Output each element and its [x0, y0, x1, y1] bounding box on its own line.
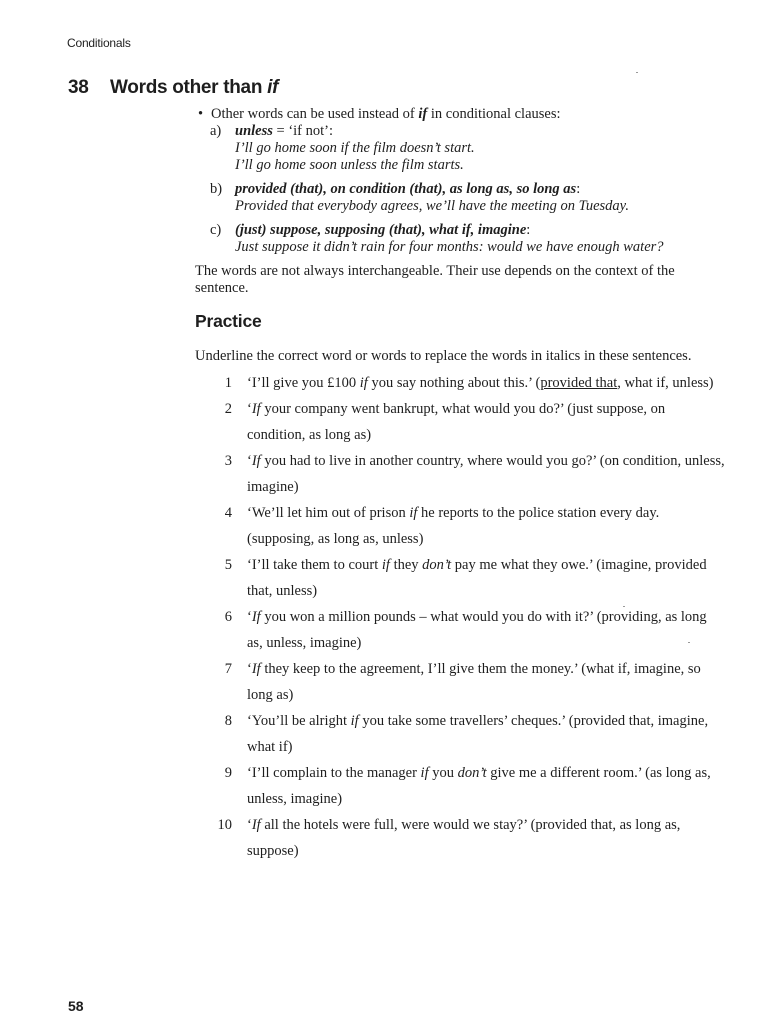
subpoint-keywords: unless — [235, 123, 273, 139]
section-title-text: Words other than — [110, 77, 263, 98]
example-sentence: I’ll go home soon if the film doesn’t start. — [235, 140, 475, 156]
running-header: Conditionals — [67, 36, 131, 50]
subpoint-gloss: = ‘if not’: — [272, 123, 334, 139]
subpoint-gloss: : — [526, 222, 531, 238]
page-number: 58 — [68, 998, 84, 1014]
exercise-item — [195, 370, 725, 396]
exercise-number: 8 — [224, 713, 232, 729]
exercise-text: ‘ — [247, 401, 252, 417]
italic-word: if — [420, 765, 429, 781]
italic-word: if — [409, 505, 418, 521]
exercise-item — [195, 448, 725, 500]
exercise-number: 4 — [224, 505, 232, 521]
subpoint-b — [195, 181, 725, 215]
exercise-text: you — [428, 765, 458, 781]
section-title-keyword: if — [267, 77, 279, 98]
exercise-text: they — [389, 557, 423, 573]
intro-text: Other words can be used instead of — [211, 106, 415, 122]
subpoint-a — [195, 123, 725, 174]
exercise-number: 7 — [224, 661, 232, 677]
italic-word: if — [359, 375, 368, 391]
exercise-text: ‘We’ll let him out of prison — [247, 505, 410, 521]
underlined-answer: provided that — [540, 375, 618, 391]
exercise-text: he reports to the police station every day. (supposing, as long as, unless) — [247, 505, 660, 547]
section-title — [68, 77, 278, 99]
exercise-text: you had to live in another country, where would you go?’ (on condition, unless, imagine) — [247, 453, 725, 495]
scan-speck — [636, 72, 638, 73]
exercise-text: ‘You’ll be alright — [247, 713, 351, 729]
section-number: 38 — [68, 77, 89, 98]
exercise-item — [195, 500, 725, 552]
subpoint-c — [195, 222, 725, 256]
italic-word: If — [251, 453, 261, 469]
exercise-number: 10 — [217, 817, 232, 833]
intro-keyword: if — [418, 106, 428, 122]
exercise-text: ‘ — [247, 661, 252, 677]
exercise-text: ‘I’ll complain to the manager — [247, 765, 421, 781]
exercise-text: ‘I’ll give you £100 — [247, 375, 360, 391]
subpoint-keywords: (just) suppose, supposing (that), what if, imagine — [235, 222, 527, 238]
italic-word: if — [350, 713, 359, 729]
exercise-text: you won a million pounds – what would you do with it?’ (providing, as long as, unless, imagine) — [247, 609, 707, 651]
exercise-text: pay me what they owe.’ (imagine, provided that, unless) — [247, 557, 707, 599]
lesson-body — [195, 106, 725, 864]
subpoint-gloss: : — [576, 181, 581, 197]
exercise-text: ‘ — [247, 817, 252, 833]
exercise-text: ‘ — [247, 609, 252, 625]
subpoint-letter: b) — [210, 181, 223, 197]
subpoint-letter: c) — [210, 222, 222, 238]
exercise-text: they keep to the agreement, I’ll give them the money.’ (what if, imagine, so long as) — [247, 661, 701, 703]
scan-speck — [688, 642, 690, 643]
example-sentence: Provided that everybody agrees, we’ll have the meeting on Tuesday. — [235, 198, 629, 214]
exercise-number: 2 — [224, 401, 232, 417]
exercise-item — [195, 656, 725, 708]
exercise-text: all the hotels were full, were would we stay?’ (provided that, as long as, suppose) — [247, 817, 681, 859]
exercise-text: your company went bankrupt, what would you do?’ (just suppose, on condition, as long as) — [247, 401, 666, 443]
scan-speck — [623, 606, 625, 607]
example-sentence: I’ll go home soon unless the film starts. — [235, 157, 464, 173]
italic-word: don’t — [422, 557, 452, 573]
intro-bullet — [195, 106, 725, 123]
exercise-item — [195, 708, 725, 760]
exercise-text: ‘ — [247, 453, 252, 469]
exercise-number: 9 — [224, 765, 232, 781]
italic-word: if — [381, 557, 390, 573]
subpoint-letter: a) — [210, 123, 222, 139]
practice-heading: Practice — [195, 311, 262, 331]
exercise-number: 6 — [224, 609, 232, 625]
italic-word: If — [251, 817, 261, 833]
exercise-list — [195, 370, 725, 864]
exercise-text: ‘I’ll take them to court — [247, 557, 382, 573]
exercise-text: give me a different room.’ (as long as, unless, imagine) — [247, 765, 711, 807]
exercise-item — [195, 604, 725, 656]
subpoint-keywords: provided (that), on condition (that), as long as, so long as — [235, 181, 577, 197]
intro-text-end: in conditional clauses: — [430, 106, 561, 122]
italic-word: If — [251, 661, 261, 677]
exercise-number: 3 — [224, 453, 232, 469]
usage-note: The words are not always interchangeable. Their use depends on the context of the sentence. — [195, 263, 675, 296]
exercise-text: you take some travellers’ cheques.’ (provided that, imagine, what if) — [247, 713, 709, 755]
italic-word: If — [251, 609, 261, 625]
example-sentence: Just suppose it didn’t rain for four months: would we have enough water? — [235, 239, 664, 255]
bullet-icon: • — [198, 106, 204, 122]
exercise-item — [195, 812, 725, 864]
practice-instruction: Underline the correct word or words to replace the words in italics in these sentences. — [195, 348, 692, 364]
exercise-item — [195, 396, 725, 448]
exercise-item — [195, 552, 725, 604]
exercise-item — [195, 760, 725, 812]
italic-word: don’t — [457, 765, 487, 781]
exercise-number: 5 — [224, 557, 232, 573]
exercise-text: , what if, unless) — [617, 375, 714, 391]
exercise-number: 1 — [224, 375, 232, 391]
italic-word: If — [251, 401, 261, 417]
exercise-text: you say nothing about this.’ ( — [367, 375, 541, 391]
